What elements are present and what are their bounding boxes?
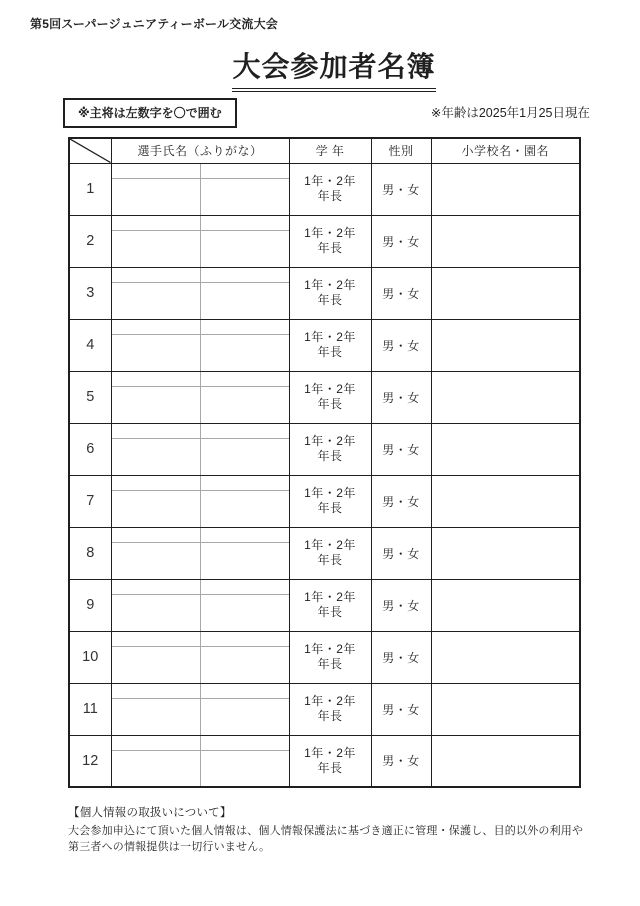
name-center-divider-line bbox=[200, 268, 201, 319]
school-input-cell bbox=[431, 631, 580, 683]
grade-cell bbox=[289, 631, 371, 683]
name-input-cell bbox=[111, 475, 289, 527]
gender-options: 男・女 bbox=[382, 338, 420, 353]
school-input-cell bbox=[431, 371, 580, 423]
school-input-cell bbox=[431, 319, 580, 371]
grade-options-line1: 1年・2年 bbox=[304, 538, 356, 552]
name-input-cell bbox=[111, 631, 289, 683]
name-center-divider-line bbox=[200, 632, 201, 683]
privacy-body: 大会参加申込にて頂いた個人情報は、個人情報保護法に基づき適正に管理・保護し、目的以外の利用や第三者への情報提供は一切行いません。 bbox=[68, 825, 584, 853]
row-number: 12 bbox=[82, 752, 99, 769]
gender-options: 男・女 bbox=[382, 390, 420, 405]
gender-options: 男・女 bbox=[382, 754, 420, 769]
grade-options-line1: 1年・2年 bbox=[304, 382, 356, 396]
table-row bbox=[69, 579, 580, 631]
school-input-cell bbox=[431, 423, 580, 475]
name-center-divider-line bbox=[200, 372, 201, 423]
school-input-cell bbox=[431, 267, 580, 319]
event-title: 第5回スーパージュニアティーボール交流大会 bbox=[30, 17, 278, 31]
name-input-cell bbox=[111, 527, 289, 579]
name-center-divider-line bbox=[200, 216, 201, 267]
name-center-divider-line bbox=[200, 164, 201, 215]
grade-options-line2: 年長 bbox=[317, 449, 343, 463]
name-center-divider-line bbox=[200, 476, 201, 527]
grade-cell bbox=[289, 215, 371, 267]
header-player-name: 選手氏名（ふりがな） bbox=[111, 138, 289, 163]
row-number: 6 bbox=[86, 441, 95, 457]
name-input-cell bbox=[111, 423, 289, 475]
gender-options: 男・女 bbox=[382, 442, 420, 457]
name-input-cell bbox=[111, 319, 289, 371]
page-title: 大会参加者名簿 bbox=[232, 45, 435, 92]
gender-options: 男・女 bbox=[382, 182, 420, 197]
grade-options-line2: 年長 bbox=[317, 189, 343, 203]
gender-cell bbox=[371, 579, 431, 631]
table-row bbox=[69, 215, 580, 267]
school-input-cell bbox=[431, 215, 580, 267]
name-center-divider-line bbox=[200, 580, 201, 631]
captain-note-text: ※主将は左数字を〇で囲む bbox=[78, 106, 222, 120]
gender-cell bbox=[371, 631, 431, 683]
header-gender: 性別 bbox=[371, 138, 431, 163]
gender-options: 男・女 bbox=[382, 234, 420, 249]
name-center-divider-line bbox=[200, 736, 201, 787]
grade-cell bbox=[289, 319, 371, 371]
gender-options: 男・女 bbox=[382, 598, 420, 613]
table-row bbox=[69, 631, 580, 683]
roster-body bbox=[69, 163, 580, 787]
row-number-cell bbox=[69, 579, 111, 631]
row-number-cell bbox=[69, 371, 111, 423]
header-school: 小学校名・園名 bbox=[431, 138, 580, 163]
grade-cell bbox=[289, 423, 371, 475]
name-center-divider-line bbox=[200, 320, 201, 371]
grade-cell bbox=[289, 475, 371, 527]
row-number-cell bbox=[69, 163, 111, 215]
row-number-cell bbox=[69, 683, 111, 735]
grade-options-line2: 年長 bbox=[317, 501, 343, 515]
row-number: 10 bbox=[82, 649, 99, 665]
table-row bbox=[69, 683, 580, 735]
school-input-cell bbox=[431, 527, 580, 579]
row-number: 11 bbox=[82, 701, 98, 717]
gender-cell bbox=[371, 215, 431, 267]
gender-cell bbox=[371, 423, 431, 475]
row-number: 8 bbox=[86, 545, 95, 561]
gender-cell bbox=[371, 735, 431, 787]
grade-cell bbox=[289, 579, 371, 631]
grade-options-line1: 1年・2年 bbox=[304, 330, 356, 344]
row-number: 2 bbox=[86, 233, 95, 249]
gender-cell bbox=[371, 371, 431, 423]
name-center-divider-line bbox=[200, 528, 201, 579]
school-input-cell bbox=[431, 735, 580, 787]
name-input-cell bbox=[111, 215, 289, 267]
gender-options: 男・女 bbox=[382, 650, 420, 665]
grade-options-line2: 年長 bbox=[317, 397, 343, 411]
row-number-cell bbox=[69, 215, 111, 267]
row-number: 4 bbox=[86, 337, 95, 353]
grade-options-line2: 年長 bbox=[317, 760, 343, 775]
header-grade: 学 年 bbox=[289, 138, 371, 163]
privacy-notice bbox=[68, 805, 592, 855]
main-title-wrap bbox=[0, 45, 640, 92]
name-center-divider-line bbox=[200, 684, 201, 735]
gender-cell bbox=[371, 267, 431, 319]
gender-cell bbox=[371, 475, 431, 527]
school-input-cell bbox=[431, 683, 580, 735]
grade-cell bbox=[289, 371, 371, 423]
name-input-cell bbox=[111, 371, 289, 423]
roster-table bbox=[68, 137, 581, 788]
grade-options-line1: 1年・2年 bbox=[304, 174, 356, 188]
row-number-cell bbox=[69, 631, 111, 683]
table-row bbox=[69, 319, 580, 371]
name-input-cell bbox=[111, 683, 289, 735]
gender-options: 男・女 bbox=[382, 286, 420, 301]
gender-cell bbox=[371, 527, 431, 579]
table-row bbox=[69, 371, 580, 423]
name-input-cell bbox=[111, 163, 289, 215]
school-input-cell bbox=[431, 475, 580, 527]
grade-cell bbox=[289, 735, 371, 787]
grade-cell bbox=[289, 683, 371, 735]
row-number: 9 bbox=[86, 597, 95, 613]
grade-cell bbox=[289, 527, 371, 579]
grade-options-line2: 年長 bbox=[317, 345, 343, 359]
row-number: 3 bbox=[86, 285, 95, 301]
grade-options-line2: 年長 bbox=[317, 293, 343, 307]
table-row bbox=[69, 475, 580, 527]
grade-options-line1: 1年・2年 bbox=[304, 434, 356, 448]
grade-options-line1: 1年・2年 bbox=[304, 590, 356, 604]
gender-cell bbox=[371, 683, 431, 735]
grade-cell bbox=[289, 267, 371, 319]
privacy-heading: 【個人情報の取扱いについて】 bbox=[68, 807, 232, 819]
gender-options: 男・女 bbox=[382, 702, 420, 717]
grade-options-line2: 年長 bbox=[317, 241, 343, 255]
row-number-cell bbox=[69, 475, 111, 527]
grade-options-line2: 年長 bbox=[317, 605, 343, 619]
grade-options-line1: 1年・2年 bbox=[304, 642, 356, 656]
gender-options: 男・女 bbox=[382, 546, 420, 561]
age-note: ※年齢は2025年1月25日現在 bbox=[430, 106, 590, 120]
captain-note-box bbox=[63, 98, 237, 128]
name-input-cell bbox=[111, 579, 289, 631]
row-number-cell bbox=[69, 319, 111, 371]
grade-options-line1: 1年・2年 bbox=[304, 486, 356, 500]
row-number-cell bbox=[69, 423, 111, 475]
name-center-divider-line bbox=[200, 424, 201, 475]
grade-options-line2: 年長 bbox=[317, 709, 343, 723]
row-number-cell bbox=[69, 267, 111, 319]
table-row bbox=[69, 423, 580, 475]
table-row bbox=[69, 527, 580, 579]
name-input-cell bbox=[111, 267, 289, 319]
corner-header-cell bbox=[69, 138, 111, 163]
grade-cell bbox=[289, 163, 371, 215]
table-row bbox=[69, 163, 580, 215]
gender-cell bbox=[371, 319, 431, 371]
grade-options-line1: 1年・2年 bbox=[304, 745, 356, 760]
grade-options-line2: 年長 bbox=[317, 553, 343, 567]
grade-options-line1: 1年・2年 bbox=[304, 278, 356, 292]
row-number-cell bbox=[69, 527, 111, 579]
school-input-cell bbox=[431, 163, 580, 215]
grade-options-line1: 1年・2年 bbox=[304, 694, 356, 708]
school-input-cell bbox=[431, 579, 580, 631]
gender-cell bbox=[371, 163, 431, 215]
table-header-row bbox=[69, 138, 580, 163]
row-number: 1 bbox=[86, 181, 95, 197]
row-number: 7 bbox=[86, 493, 95, 509]
diagonal-line bbox=[70, 139, 111, 163]
gender-options: 男・女 bbox=[382, 494, 420, 509]
row-number: 5 bbox=[86, 389, 95, 405]
row-number-cell bbox=[69, 735, 111, 787]
table-row bbox=[69, 735, 580, 787]
name-input-cell bbox=[111, 735, 289, 787]
grade-options-line2: 年長 bbox=[317, 657, 343, 671]
grade-options-line1: 1年・2年 bbox=[304, 226, 356, 240]
table-row bbox=[69, 267, 580, 319]
